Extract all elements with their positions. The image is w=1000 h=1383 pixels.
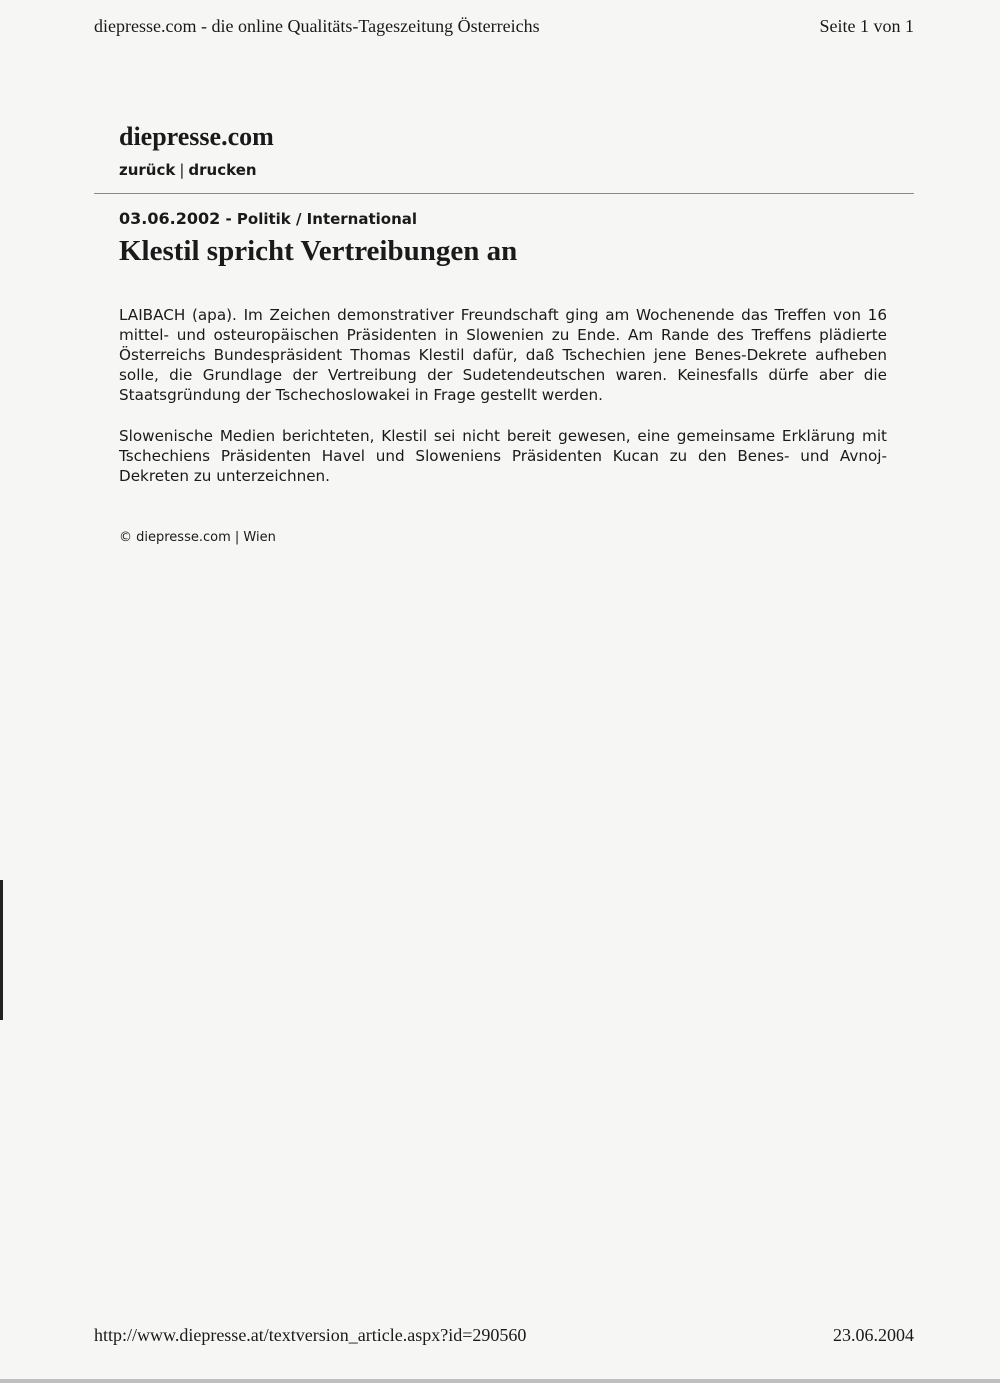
article-date: 03.06.2002 bbox=[119, 209, 221, 228]
print-header-page-number: Seite 1 von 1 bbox=[819, 16, 914, 36]
back-link[interactable]: zurück bbox=[119, 161, 176, 179]
article-paragraph: Slowenische Medien berichteten, Klestil sei nicht bereit gewesen, eine gemeinsame Erklärung mit Tschechiens Präsidenten Havel und Sloweniens Präsidenten Kucan zu den Benes- und Avnoj-Dekreten zu unterzeichnen. bbox=[119, 427, 887, 485]
print-footer-date: 23.06.2004 bbox=[833, 1325, 914, 1345]
article-meta bbox=[119, 209, 417, 228]
category-separator: - bbox=[220, 210, 237, 228]
print-header-title: diepresse.com - die online Qualitäts-Tageszeitung Österreichs bbox=[94, 16, 540, 36]
article-nav bbox=[119, 161, 257, 179]
article-headline: Klestil spricht Vertreibungen an bbox=[119, 235, 518, 267]
article-paragraph: LAIBACH (apa). Im Zeichen demonstrativer Freundschaft ging am Wochenende das Treffen von 16 mittel- und osteuropäischen Präsidenten in Slowenien zu Ende. Am Rande des Treffens plädierte Österreichs Bundespräsident Thomas Klestil dafür, daß Tschechien jene Benes-Dekrete aufheben solle, die Grundlage der Vertreibung der Sudetendeutschen waren. Keinesfalls dürfe aber die Staatsgründung der Tschechoslowakei in Frage gestellt werden. bbox=[119, 306, 887, 404]
article-body bbox=[119, 305, 887, 507]
scan-edge-mark bbox=[0, 880, 3, 1020]
nav-separator: | bbox=[179, 161, 185, 179]
site-title: diepresse.com bbox=[119, 122, 274, 151]
print-link[interactable]: drucken bbox=[188, 161, 257, 179]
print-footer-url: http://www.diepresse.at/textversion_article.aspx?id=290560 bbox=[94, 1325, 527, 1345]
copyright-notice: © diepresse.com | Wien bbox=[119, 530, 276, 545]
scan-bottom-edge bbox=[0, 1379, 1000, 1383]
header-divider bbox=[94, 193, 914, 194]
article-category: Politik / International bbox=[236, 210, 418, 228]
